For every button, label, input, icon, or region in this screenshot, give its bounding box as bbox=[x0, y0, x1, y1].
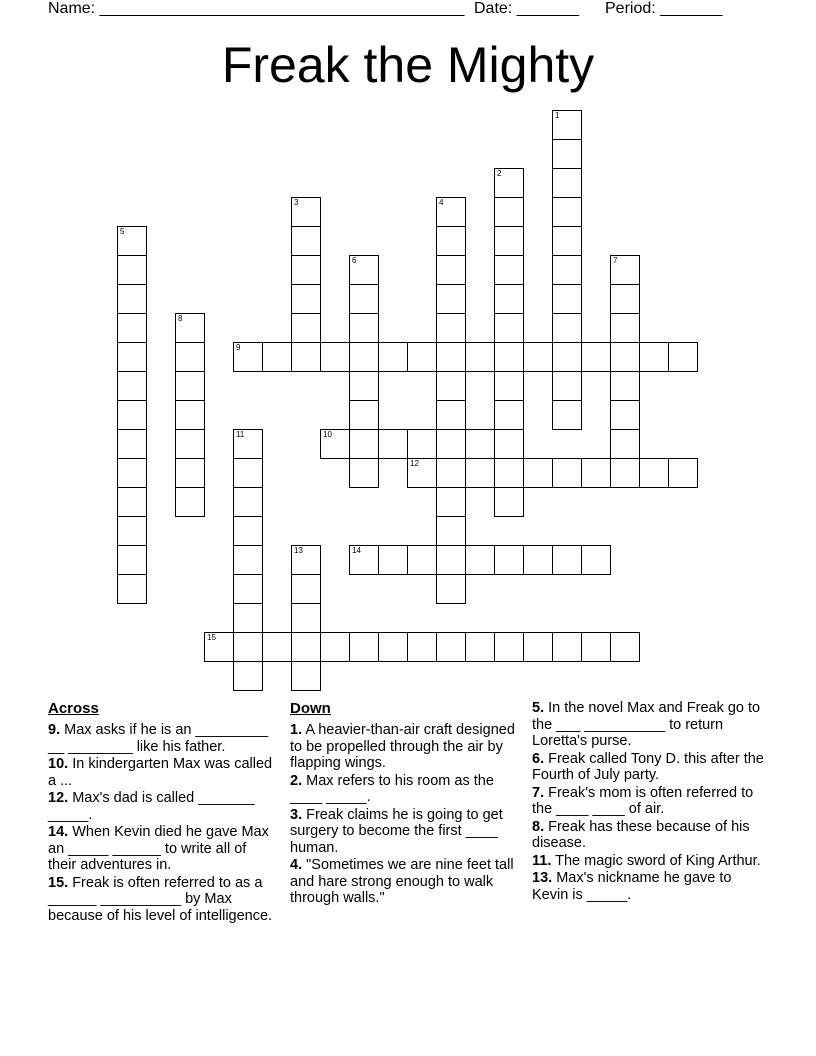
across-clues bbox=[48, 700, 276, 925]
clue-number: 4 bbox=[439, 198, 444, 207]
crossword-cell[interactable] bbox=[117, 516, 147, 546]
crossword-cell[interactable] bbox=[552, 371, 582, 401]
crossword-cell[interactable] bbox=[494, 371, 524, 401]
crossword-cell[interactable] bbox=[291, 632, 321, 662]
crossword-cell[interactable] bbox=[407, 632, 437, 662]
crossword-cell[interactable] bbox=[233, 516, 263, 546]
crossword-cell[interactable] bbox=[436, 429, 466, 459]
crossword-cell[interactable] bbox=[117, 342, 147, 372]
crossword-cell[interactable] bbox=[552, 226, 582, 256]
clue-item-text: Max asks if he is an _________ __ ________ like his father. bbox=[48, 722, 269, 755]
clue-item-number: 1. bbox=[290, 722, 303, 738]
clue-item-text: "Sometimes we are nine feet tall and hare strong enough to walk through walls." bbox=[290, 857, 514, 906]
crossword-cell[interactable] bbox=[291, 197, 321, 227]
crossword-cell[interactable] bbox=[233, 632, 263, 662]
clue-number: 13 bbox=[294, 546, 303, 555]
crossword-cell[interactable] bbox=[610, 342, 640, 372]
crossword-cell[interactable] bbox=[610, 371, 640, 401]
crossword-cell[interactable] bbox=[436, 255, 466, 285]
crossword-cell[interactable] bbox=[494, 545, 524, 575]
crossword-cell[interactable] bbox=[349, 342, 379, 372]
crossword-cell[interactable] bbox=[175, 487, 205, 517]
crossword-cell[interactable] bbox=[233, 429, 263, 459]
crossword-cell[interactable] bbox=[117, 371, 147, 401]
down-clues-continued bbox=[532, 700, 768, 904]
crossword-cell[interactable] bbox=[610, 313, 640, 343]
crossword-cell[interactable] bbox=[610, 458, 640, 488]
crossword-cell[interactable] bbox=[494, 284, 524, 314]
crossword-cell[interactable] bbox=[436, 545, 466, 575]
crossword-cell[interactable] bbox=[291, 545, 321, 575]
clue-item-number: 10. bbox=[48, 756, 69, 772]
crossword-cell[interactable] bbox=[552, 139, 582, 169]
clue-item bbox=[48, 824, 276, 874]
crossword-cell[interactable] bbox=[117, 400, 147, 430]
crossword-cell[interactable] bbox=[233, 603, 263, 633]
clue-number: 10 bbox=[323, 430, 332, 439]
crossword-cell[interactable] bbox=[175, 371, 205, 401]
clue-item-number: 6. bbox=[532, 750, 545, 767]
crossword-cell[interactable] bbox=[581, 545, 611, 575]
clue-item-text: A heavier-than-air craft designed to be propelled through the air by flapping wings. bbox=[290, 722, 515, 771]
puzzle-title: Freak the Mighty bbox=[221, 37, 595, 93]
crossword-cell[interactable] bbox=[233, 661, 263, 691]
clue-number: 11 bbox=[236, 430, 245, 439]
clue-item bbox=[290, 857, 518, 907]
crossword-cell[interactable] bbox=[668, 342, 698, 372]
crossword-cell[interactable] bbox=[436, 400, 466, 430]
crossword-cell[interactable] bbox=[552, 168, 582, 198]
clue-item-text: Freak called Tony D. this after the Fourth of July party. bbox=[532, 750, 764, 783]
crossword-cell[interactable] bbox=[407, 458, 437, 488]
clue-item-text: Freak's mom is often referred to the ____ ____ of air. bbox=[532, 784, 754, 817]
crossword-cell[interactable] bbox=[436, 516, 466, 546]
crossword-cell[interactable] bbox=[320, 429, 350, 459]
across-heading: Across bbox=[48, 700, 99, 717]
date-field[interactable]: Date: _______ bbox=[474, 0, 579, 17]
crossword-cell[interactable] bbox=[436, 226, 466, 256]
down-clues bbox=[290, 700, 518, 908]
clue-item-number: 9. bbox=[48, 722, 61, 738]
crossword-cell[interactable] bbox=[117, 226, 147, 256]
crossword-cell[interactable] bbox=[436, 197, 466, 227]
crossword-cell[interactable] bbox=[349, 255, 379, 285]
clue-item-text: In kindergarten Max was called a ... bbox=[48, 756, 273, 789]
crossword-cell[interactable] bbox=[117, 574, 147, 604]
clue-item-text: Freak claims he is going to get surgery to become the first ____ human. bbox=[290, 806, 503, 856]
crossword-cell[interactable] bbox=[117, 429, 147, 459]
crossword-cell[interactable] bbox=[378, 632, 408, 662]
clue-item-number: 5. bbox=[532, 700, 545, 716]
down-heading: Down bbox=[290, 700, 331, 717]
crossword-cell[interactable] bbox=[407, 429, 437, 459]
crossword-cell[interactable] bbox=[494, 487, 524, 517]
crossword-cell[interactable] bbox=[494, 342, 524, 372]
crossword-cell[interactable] bbox=[291, 255, 321, 285]
crossword-cell[interactable] bbox=[233, 487, 263, 517]
crossword-cell[interactable] bbox=[291, 313, 321, 343]
clue-item-number: 3. bbox=[290, 806, 303, 823]
clue-item-text: Max's nickname he gave to Kevin is _____. bbox=[532, 870, 732, 903]
crossword-cell[interactable] bbox=[494, 226, 524, 256]
crossword-cell[interactable] bbox=[436, 284, 466, 314]
clue-item bbox=[290, 773, 518, 806]
clue-item-number: 12. bbox=[48, 790, 69, 806]
clue-item bbox=[48, 790, 276, 823]
crossword-cell[interactable] bbox=[349, 371, 379, 401]
crossword-cell[interactable] bbox=[291, 226, 321, 256]
clue-item bbox=[532, 700, 768, 750]
clue-item bbox=[532, 853, 768, 870]
crossword-cell[interactable] bbox=[552, 458, 582, 488]
crossword-cell[interactable] bbox=[378, 545, 408, 575]
crossword-cell[interactable] bbox=[465, 342, 495, 372]
clue-item-number: 4. bbox=[290, 857, 303, 873]
crossword-cell[interactable] bbox=[291, 603, 321, 633]
crossword-cell[interactable] bbox=[639, 342, 669, 372]
crossword-cell[interactable] bbox=[436, 574, 466, 604]
crossword-cell[interactable] bbox=[494, 458, 524, 488]
crossword-cell[interactable] bbox=[610, 255, 640, 285]
clue-item bbox=[48, 722, 276, 755]
clue-item bbox=[48, 756, 276, 789]
crossword-cell[interactable] bbox=[291, 661, 321, 691]
crossword-cell[interactable] bbox=[523, 342, 553, 372]
crossword-cell[interactable] bbox=[233, 574, 263, 604]
clue-number: 1 bbox=[555, 111, 560, 120]
clue-number: 6 bbox=[352, 256, 357, 265]
crossword-cell[interactable] bbox=[581, 342, 611, 372]
clue-item-text: Freak has these because of his disease. bbox=[532, 818, 750, 851]
crossword-cell[interactable] bbox=[581, 458, 611, 488]
crossword-cell[interactable] bbox=[291, 342, 321, 372]
crossword-cell[interactable] bbox=[436, 632, 466, 662]
crossword-cell[interactable] bbox=[436, 313, 466, 343]
clue-item bbox=[290, 807, 518, 857]
clue-number: 2 bbox=[497, 169, 502, 178]
clue-item bbox=[532, 751, 768, 784]
crossword-cell[interactable] bbox=[523, 632, 553, 662]
crossword-cell[interactable] bbox=[117, 255, 147, 285]
crossword-cell[interactable] bbox=[320, 632, 350, 662]
crossword-cell[interactable] bbox=[610, 632, 640, 662]
name-field[interactable]: Name: _________________________________________ bbox=[48, 0, 465, 17]
clue-item bbox=[290, 722, 518, 772]
crossword-cell[interactable] bbox=[378, 342, 408, 372]
crossword-cell[interactable] bbox=[407, 342, 437, 372]
crossword-cell[interactable] bbox=[552, 255, 582, 285]
crossword-cell[interactable] bbox=[552, 400, 582, 430]
clue-item-number: 15. bbox=[48, 874, 69, 891]
clue-item-text: In the novel Max and Freak go to the ___ __________ to return Loretta's purse. bbox=[532, 700, 761, 749]
clue-item-number: 11. bbox=[532, 852, 552, 869]
clue-item-number: 13. bbox=[532, 870, 553, 886]
crossword-cell[interactable] bbox=[465, 429, 495, 459]
down-clue-list bbox=[290, 722, 518, 907]
crossword-cell[interactable] bbox=[552, 284, 582, 314]
period-field[interactable]: Period: _______ bbox=[605, 0, 723, 17]
crossword-cell[interactable] bbox=[552, 197, 582, 227]
crossword-cell[interactable] bbox=[233, 458, 263, 488]
crossword-cell[interactable] bbox=[117, 545, 147, 575]
clue-number: 8 bbox=[178, 314, 183, 323]
clue-item-number: 8. bbox=[532, 818, 545, 835]
clue-item bbox=[532, 819, 768, 852]
clue-item bbox=[532, 785, 768, 818]
clue-number: 5 bbox=[120, 227, 125, 236]
clue-item-text: Max refers to his room as the ____ _____. bbox=[290, 772, 494, 805]
clue-item-number: 2. bbox=[290, 772, 303, 789]
crossword-cell[interactable] bbox=[494, 632, 524, 662]
crossword-cell[interactable] bbox=[117, 313, 147, 343]
crossword-cell[interactable] bbox=[465, 632, 495, 662]
crossword-cell[interactable] bbox=[262, 632, 292, 662]
clue-number: 12 bbox=[410, 459, 419, 468]
crossword-cell[interactable] bbox=[349, 632, 379, 662]
crossword-cell[interactable] bbox=[117, 487, 147, 517]
down-clue-list-continued bbox=[532, 700, 768, 903]
crossword-cell[interactable] bbox=[581, 632, 611, 662]
clue-item-text: Max's dad is called _______ _____. bbox=[48, 790, 255, 823]
crossword-cell[interactable] bbox=[465, 458, 495, 488]
crossword-cell[interactable] bbox=[494, 400, 524, 430]
crossword-cell[interactable] bbox=[291, 574, 321, 604]
crossword-cell[interactable] bbox=[552, 632, 582, 662]
crossword-cell[interactable] bbox=[436, 371, 466, 401]
crossword-cell[interactable] bbox=[233, 342, 263, 372]
clue-item-text: The magic sword of King Arthur. bbox=[555, 852, 761, 869]
clue-number: 7 bbox=[613, 256, 618, 265]
clue-number: 3 bbox=[294, 198, 299, 207]
crossword-cell[interactable] bbox=[175, 400, 205, 430]
crossword-cell[interactable] bbox=[349, 284, 379, 314]
crossword-cell[interactable] bbox=[378, 429, 408, 459]
crossword-cell[interactable] bbox=[436, 458, 466, 488]
clue-number: 9 bbox=[236, 343, 241, 352]
crossword-cell[interactable] bbox=[175, 458, 205, 488]
crossword-cell[interactable] bbox=[523, 545, 553, 575]
crossword-cell[interactable] bbox=[204, 632, 234, 662]
crossword-cell[interactable] bbox=[175, 313, 205, 343]
crossword-cell[interactable] bbox=[349, 458, 379, 488]
crossword-cell[interactable] bbox=[436, 487, 466, 517]
clue-item-text: When Kevin died he gave Max an _____ ______ to write all of their adventures in. bbox=[48, 824, 269, 873]
crossword-cell[interactable] bbox=[262, 342, 292, 372]
crossword-cell[interactable] bbox=[610, 429, 640, 459]
crossword-cell[interactable] bbox=[552, 110, 582, 140]
crossword-cell[interactable] bbox=[552, 342, 582, 372]
crossword-cell[interactable] bbox=[494, 429, 524, 459]
clue-item-number: 7. bbox=[532, 784, 545, 801]
crossword-cell[interactable] bbox=[349, 400, 379, 430]
crossword-cell[interactable] bbox=[233, 545, 263, 575]
clue-item-number: 14. bbox=[48, 824, 69, 840]
crossword-cell[interactable] bbox=[494, 255, 524, 285]
crossword-cell[interactable] bbox=[552, 313, 582, 343]
crossword-cell[interactable] bbox=[175, 342, 205, 372]
clue-item bbox=[532, 870, 768, 903]
clue-item bbox=[48, 875, 276, 925]
clue-number: 14 bbox=[352, 546, 361, 555]
crossword-cell[interactable] bbox=[349, 545, 379, 575]
crossword-cell[interactable] bbox=[349, 313, 379, 343]
crossword-cell[interactable] bbox=[407, 545, 437, 575]
crossword-cell[interactable] bbox=[436, 342, 466, 372]
crossword-cell[interactable] bbox=[494, 313, 524, 343]
crossword-cell[interactable] bbox=[610, 400, 640, 430]
crossword-cell[interactable] bbox=[349, 429, 379, 459]
clue-number: 15 bbox=[207, 633, 216, 642]
clue-item-text: Freak is often referred to as a ______ __________ by Max because of his level of intelligence. bbox=[48, 874, 273, 924]
crossword-cell[interactable] bbox=[320, 342, 350, 372]
crossword-cell[interactable] bbox=[117, 458, 147, 488]
across-clue-list bbox=[48, 722, 276, 924]
crossword-cell[interactable] bbox=[668, 458, 698, 488]
crossword-cell[interactable] bbox=[639, 458, 669, 488]
crossword-cell[interactable] bbox=[117, 284, 147, 314]
crossword-cell[interactable] bbox=[465, 545, 495, 575]
crossword-cell[interactable] bbox=[494, 168, 524, 198]
crossword-cell[interactable] bbox=[552, 545, 582, 575]
crossword-cell[interactable] bbox=[291, 284, 321, 314]
crossword-cell[interactable] bbox=[175, 429, 205, 459]
crossword-cell[interactable] bbox=[523, 458, 553, 488]
crossword-cell[interactable] bbox=[610, 284, 640, 314]
crossword-cell[interactable] bbox=[494, 197, 524, 227]
